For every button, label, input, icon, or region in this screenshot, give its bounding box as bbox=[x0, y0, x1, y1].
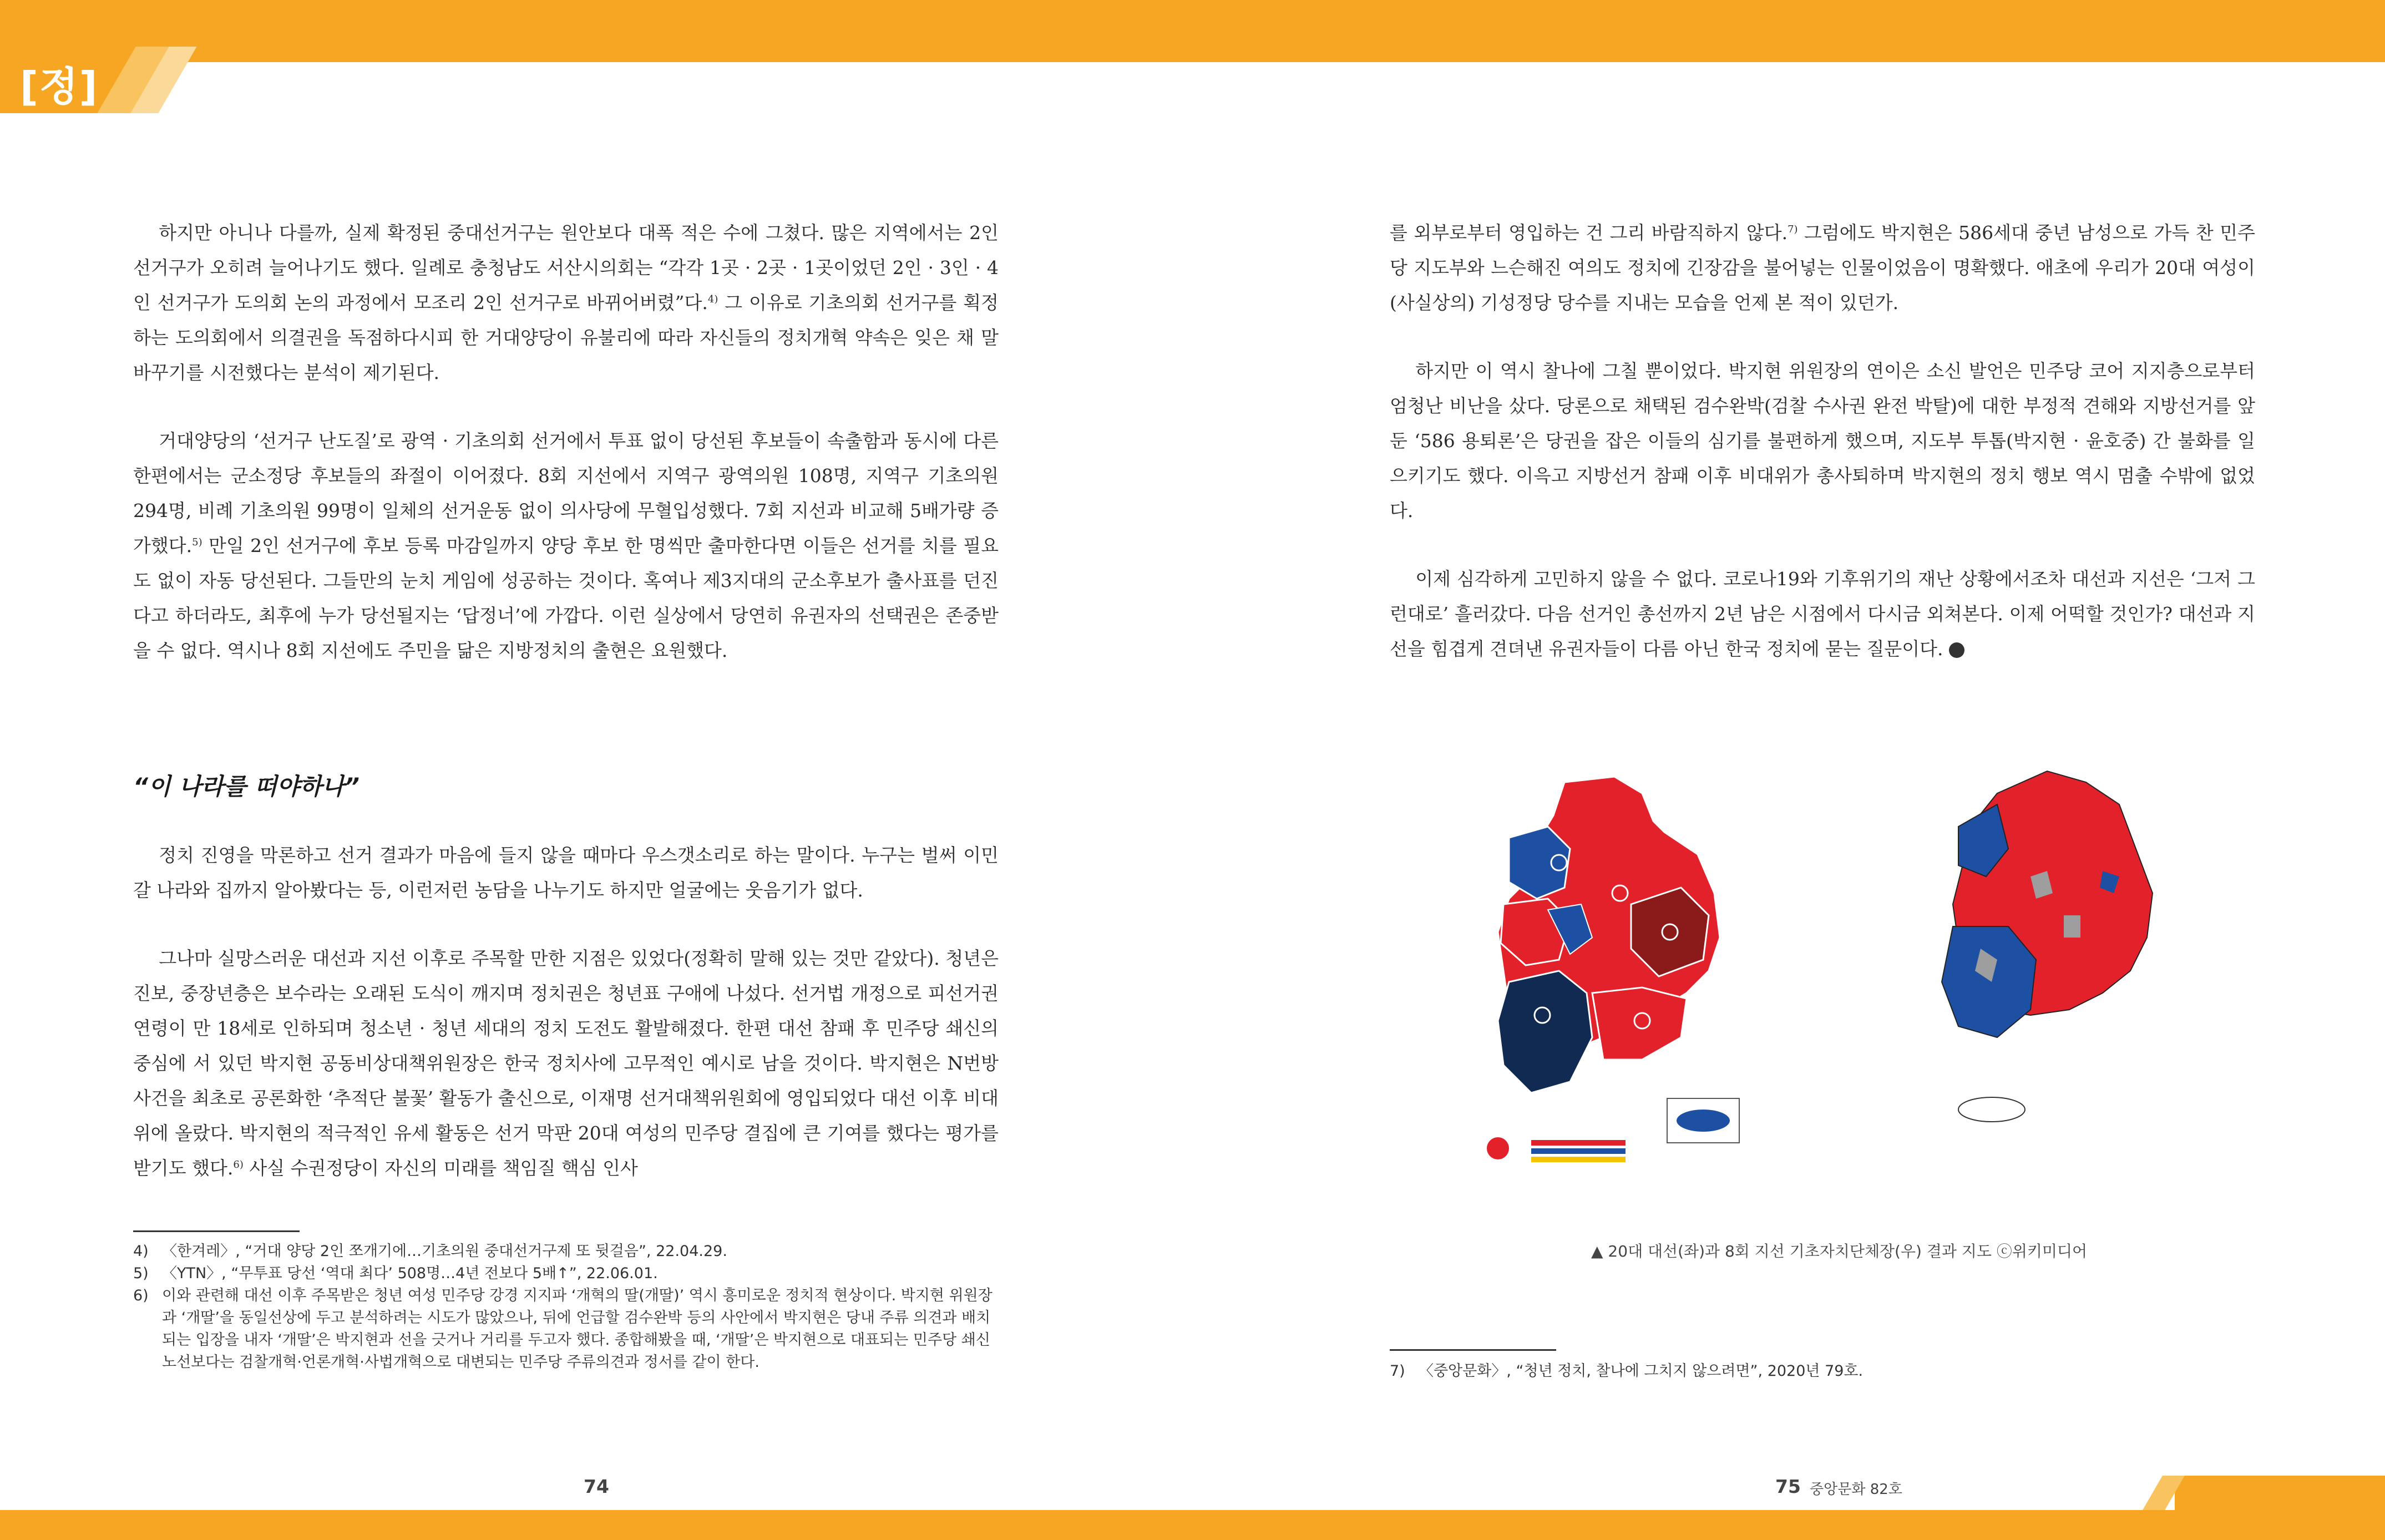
left-column-top bbox=[133, 215, 999, 668]
top-accent-bar bbox=[0, 0, 2385, 62]
right-column bbox=[1390, 215, 2255, 666]
bottom-notch bbox=[2175, 1476, 2385, 1510]
page-number-left: 74 bbox=[584, 1476, 609, 1497]
footnote: 5) 〈YTN〉, “무투표 당선 ‘역대 최다’ 508명…4년 전보다 5배↑”, 22.06.01. bbox=[133, 1265, 658, 1282]
paragraph: 하지만 이 역시 찰나에 그칠 뿐이었다. 박지현 위원장의 연이은 소신 발언은 민주당 코어 지지층으로부터 엄청난 비난을 샀다. 당론으로 채택된 검수완박(검찰 수사권 완전 박탈)에 대한 부정적 견해와 지방선거를 앞둔 ‘586 용퇴론’은 당권을 잡은 이들의 심기를 불편하게 했으며, 지도부 투톱(박지현 · 윤호중) 간 불화를 일으키기도 했다. 이윽고 지방선거 참패 이후 비대위가 총사퇴하며 박지현의 정치 행보 역시 멈출 수밖에 없었다. bbox=[1390, 360, 2255, 521]
figure-caption: ▲ 20대 대선(좌)과 8회 지선 기초자치단체장(우) 결과 지도 ⓒ위키미디어 bbox=[1591, 1242, 2088, 1260]
footnote-rule bbox=[1390, 1349, 1556, 1351]
bottom-accent-bar bbox=[0, 1510, 2385, 1540]
footnotes-left bbox=[133, 1240, 999, 1374]
paragraph: 를 외부로부터 영입하는 건 그리 바람직하지 않다.$^{7)}$ 그럼에도 박지현은 586세대 중년 남성으로 가득 찬 민주당 지도부와 느슨해진 여의도 정치에 긴장감을 불어넣는 인물이었음이 명확했다. 애초에 우리가 20대 여성이 (사실상의) 기성정당 당수를 지내는 모습을 언제 본 적이 있던가. bbox=[1390, 222, 2255, 313]
footnote: 6) 이와 관련해 대선 이후 주목받은 청년 여성 민주당 강경 지지파 ‘개혁의 딸(개딸)’ 역시 흥미로운 정치적 현상이다. 박지현 위원장과 ‘개딸’을 동일선상에 두고 분석하려는 시도가 많았으나, 뒤에 언급할 검수완박 등의 사안에서 박지현은 당내 주류 의견과 배치되는 입장을 내자 ‘개딸’은 박지현과 선을 긋거나 거리를 두고자 했다. 종합해봤을 때, ‘개딸’은 박지현으로 대표되는 민주당 쇄신 노선보다는 검찰개혁·언론개혁·사법개혁으로 대변되는 민주당 주류의견과 정서를 같이 한다. bbox=[133, 1287, 993, 1371]
magazine-name: 중앙문화 82호 bbox=[1810, 1481, 1902, 1498]
paragraph: 정치 진영을 막론하고 선거 결과가 마음에 들지 않을 때마다 우스갯소리로 하는 말이다. 누구는 벌써 이민 갈 나라와 집까지 알아봤다는 등, 이런저런 농담을 나누기도 하지만 얼굴에는 웃음기가 없다. bbox=[133, 844, 999, 901]
election-maps bbox=[1476, 749, 2286, 1215]
presidential-map bbox=[1487, 777, 1739, 1162]
paragraph: 하지만 아니나 다를까, 실제 확정된 중대선거구는 원안보다 대폭 적은 수에 그쳤다. 많은 지역에서는 2인 선거구가 오히려 늘어나기도 했다. 일례로 충청남도 서산시의회는 “각각 1곳 · 2곳 · 1곳이었던 2인 · 3인 · 4인 선거구가 도의회 논의 과정에서 모조리 2인 선거구로 바뀌어버렸”다.$^{4)}$ 그 이유로 기초의회 선거구를 획정하는 도의회에서 의결권을 독점하다시피 한 거대양당이 유불리에 따라 자신들의 정치개혁 약속은 잊은 채 말 바꾸기를 시전했다는 분석이 제기된다. bbox=[133, 222, 999, 383]
footnotes-right bbox=[1390, 1360, 2255, 1382]
section-heading: “이 나라를 떠야하나” bbox=[133, 773, 359, 800]
footnote: 4) 〈한겨레〉, “거대 양당 2인 쪼개기에…기초의원 중대선거구제 또 뒷걸음”, 22.04.29. bbox=[133, 1243, 727, 1260]
local-elections-map bbox=[1942, 771, 2153, 1122]
footnote-rule bbox=[133, 1230, 300, 1232]
page-number-right: 75 bbox=[1775, 1476, 1801, 1497]
paragraph: 그나마 실망스러운 대선과 지선 이후로 주목할 만한 지점은 있었다(정확히 말해 있는 것만 같았다). 청년은 진보, 중장년층은 보수라는 오래된 도식이 깨지며 정치권은 청년표 구애에 나섰다. 선거법 개정으로 피선거권 연령이 만 18세로 인하되며 청소년 · 청년 세대의 정치 도전도 활발해졌다. 한편 대선 참패 후 민주당 쇄신의 중심에 서 있던 박지현 공동비상대책위원장은 한국 정치사에 고무적인 예시로 남을 것이다. 박지현은 N번방 사건을 최초로 공론화한 ‘추적단 불꽃’ 활동가 출신으로, 이재명 선거대책위원회에 영입되었다 대선 이후 비대위에 올랐다. 박지현의 적극적인 유세 활동은 선거 막판 20대 여성의 민주당 결집에 큰 기여를 했다는 평가를 받기도 했다.$^{6)}$ 사실 수권정당이 자신의 미래를 책임질 핵심 인사 bbox=[133, 948, 999, 1179]
left-column-bottom bbox=[133, 838, 999, 1186]
footnote: 7) 〈중앙문화〉, “청년 정치, 찰나에 그치지 않으려면”, 2020년 79호. bbox=[1390, 1362, 1864, 1380]
paragraph: 거대양당의 ‘선거구 난도질’로 광역 · 기초의회 선거에서 투표 없이 당선된 후보들이 속출함과 동시에 다른 한편에서는 군소정당 후보들의 좌절이 이어졌다. 8회 지선에서 지역구 광역의원 108명, 지역구 기초의원 294명, 비례 기초의원 99명이 일체의 선거운동 없이 의사당에 무혈입성했다. 7회 지선과 비교해 5배가량 증가했다.$^{5)}$ 만일 2인 선거구에 후보 등록 마감일까지 양당 후보 한 명씩만 출마한다면 이들은 선거를 치를 필요도 없이 자동 당선된다. 그들만의 눈치 게임에 성공하는 것이다. 혹여나 제3지대의 군소후보가 출사표를 던진다고 하더라도, 최후에 누가 당선될지는 ‘답정너’에 가깝다. 이런 실상에서 당연히 유권자의 선택권은 존중받을 수 없다. 역시나 8회 지선에도 주민을 닮은 지방정치의 출현은 요원했다. bbox=[133, 430, 999, 661]
paragraph: 이제 심각하게 고민하지 않을 수 없다. 코로나19와 기후위기의 재난 상황에서조차 대선과 지선은 ‘그저 그런대로’ 흘러갔다. 다음 선거인 총선까지 2년 남은 시점에서 다시금 외쳐본다. 이제 어떡할 것인가? 대선과 지선을 힘겹게 견뎌낸 유권자들이 다름 아닌 한국 정치에 묻는 질문이다. bbox=[1390, 568, 2255, 660]
section-label: [정] bbox=[20, 63, 99, 110]
end-mark-icon bbox=[1949, 642, 1964, 658]
